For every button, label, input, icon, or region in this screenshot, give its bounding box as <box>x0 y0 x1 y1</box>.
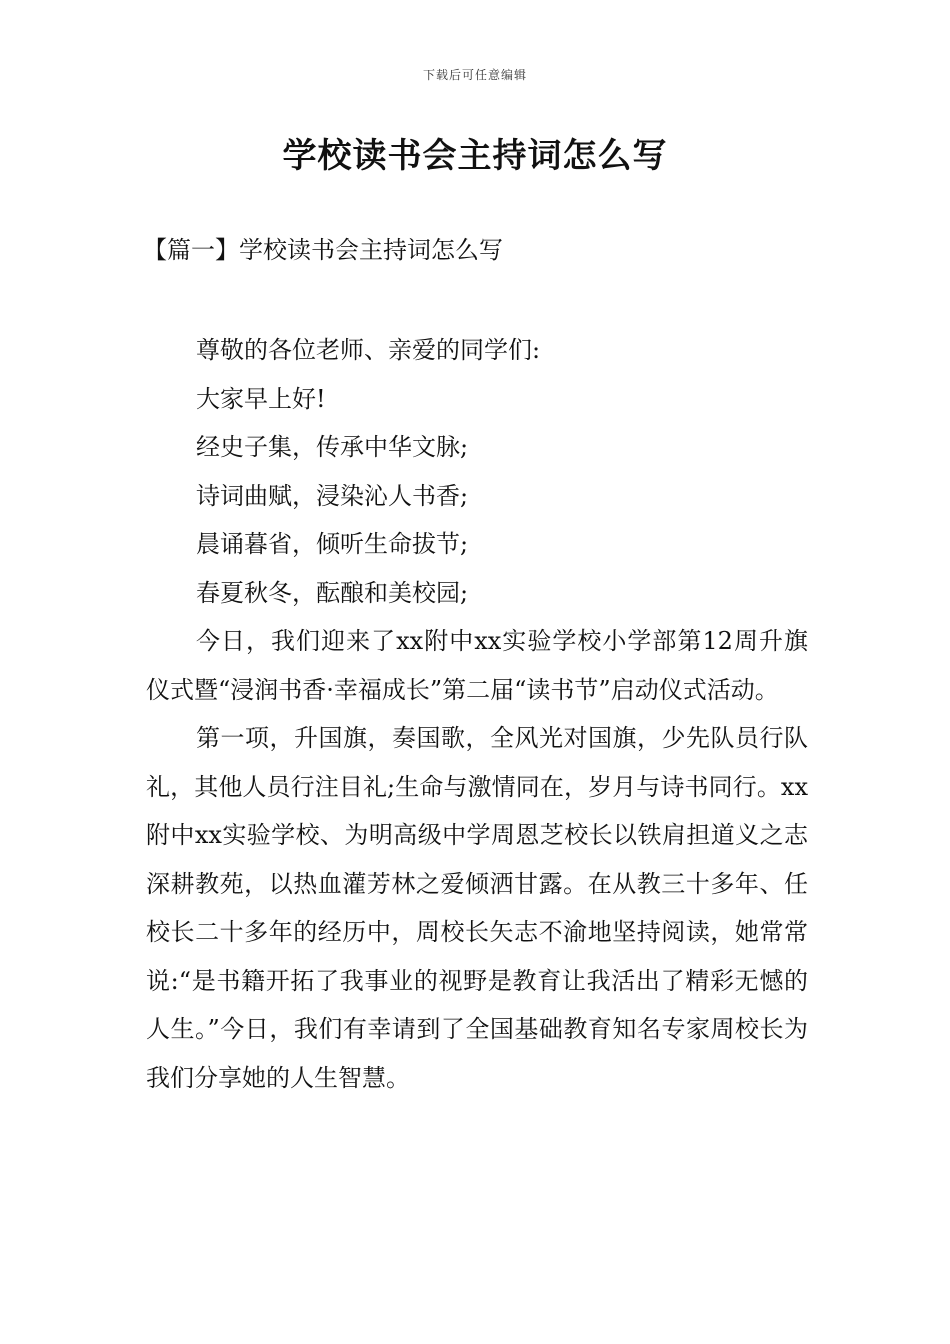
paragraph-greeting: 尊敬的各位老师、亲爱的同学们: <box>196 336 541 364</box>
section-heading: 【篇一】学校读书会主持词怎么写 <box>143 236 503 264</box>
paragraph-verse-2: 诗词曲赋，浸染沁人书香; <box>196 481 469 510</box>
paragraph-first-item: 第一项，升国旗，奏国歌，全风光对国旗，少先队员行队礼，其他人员行注目礼;生命与激情同在，岁月与诗书同行。xx附中xx实验学校、为明高级中学周恩芝校长以铁肩担道义之志深耕教苑，以热血灌芳林之爱倾洒甘露。在从教三十多年、任校长二十多年的经历中，周校长矢志不渝地坚持阅读，她常常说:“是书籍开拓了我事业的视野是教育让我活出了精彩无憾的人生。”今日，我们有幸请到了全国基础教育知名专家周校长为我们分享她的人生智慧。 <box>146 724 808 1092</box>
paragraph-verse-3: 晨诵暮省，倾听生命拔节; <box>196 530 469 558</box>
document-body <box>146 326 808 1102</box>
paragraph-ceremony-intro: 今日，我们迎来了xx附中xx实验学校小学部第12周升旗仪式暨“浸润书香·幸福成长”第二届“读书节”启动仪式活动。 <box>146 627 808 704</box>
header-note: 下载后可任意编辑 <box>422 68 527 82</box>
paragraph-good-morning: 大家早上好! <box>196 384 326 413</box>
paragraph-verse-4: 春夏秋冬，酝酿和美校园; <box>196 578 469 607</box>
document-title: 学校读书会主持词怎么写 <box>282 136 668 176</box>
paragraph-verse-1: 经史子集，传承中华文脉; <box>196 433 469 461</box>
